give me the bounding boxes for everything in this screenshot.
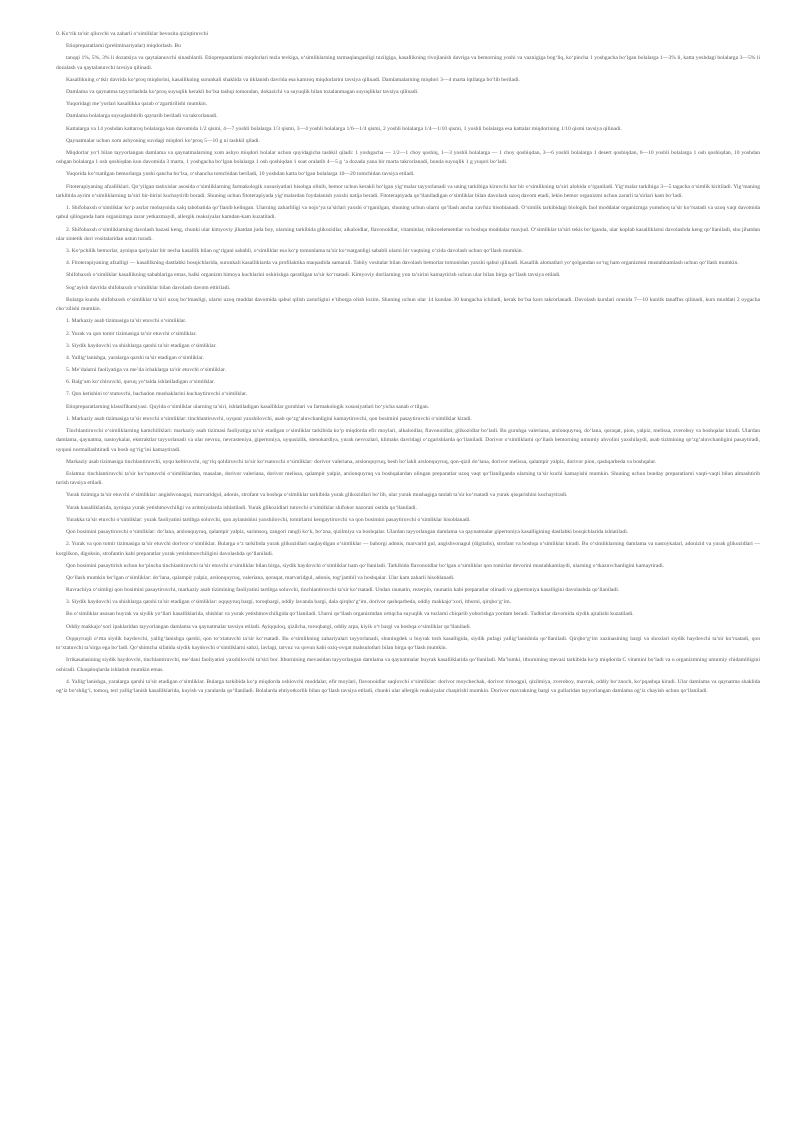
paragraph: 6. Balg‘am ko‘chiruvchi, quruq yo‘talda ishlatiladigan o‘simliklar.	[66, 379, 215, 386]
paragraph: Fitoterapiyaning afzalliklari. Qo‘yilgan tashxislar asosida o‘simliklarning farmakologik xususiyatlari hisobga olinib, bemor uchun kerakli bo‘lgan yig‘malar tayyorlanadi va uning tarkibiga kiruvchi har bir o‘simlikning ta’siri alohida o‘rganiladi. Yig‘malar tarkibiga 3—5 tagacha o‘simlik kiritiladi. Yig‘maning tarkibida ayrim o‘simliklarning ta’siri bir-birini kuchaytirib boradi. Shuning uchun fitoterapiyada yig‘malardan foydalanish yaxshi natija beradi. Fitoterapiyada qo‘llaniladigan o‘simliklar bilan davolash uzoq davom etadi, lekin bemor organizmi uchun zararli ta’sirlari kam bo‘ladi.	[56, 183, 760, 199]
paragraph: Tinchlantiruvchi o‘simliklarning kamchiliklari: markaziy asab tizimasi faoliyatiga ta’sir etadigan o‘simliklar tarkibida ko‘p miqdorda efir moylari, alkaloidlar, flavonoidlar, glikozidlar bo‘ladi. Bu guruhga valeriana, arslonquyruq, do‘lana, qoraqat, pion, yalpiz, melissa, zveroboy va boshqalar kiradi. Ulardan damlama, qaynatma, nastoykalar, ekstraktlar tayyorlanadi va ular nevroz, nevrasteniya, gipertoniya, uyqusizlik, stenokardiya, yurak nevrozlari, klimaks davridagi o‘zgarishlarda qo‘llaniladi. Dorivor o‘simliklarni qo‘llash bemorning umumiy ahvolini yaxshilaydi, asab tizimining qo‘zg‘aluvchanligini pasaytiradi, uyquni normallashtiradi va bosh og‘rig‘ini kamaytiradi.	[56, 428, 760, 453]
paragraph: Ravrachiya o‘simligi qon bosimini pasaytiruvchi, markaziy asab tizimining faoliyatini tartibga soluvchi, tinchlantiruvchi ta’sir ko‘rsatadi. Undan raunatin, rezerpin, raunatin kabi preparatlar olinadi va gipertoniya kasalligini davolashda qo‘llaniladi.	[66, 587, 620, 594]
paragraph: Qaynatmalar uchun xom ashyoning suvdagi miqdori ko‘proq 5—10 g ni tashkil qiladi.	[66, 137, 260, 144]
paragraph: 1. Shifobaxsh o‘simliklar ko‘p asrlar mobaynida xalq tabobatida qo‘llanib kelingan. Ularning zaharliligi va nojo‘ya ta’sirlari yaxshi o‘rganilgan, shuning uchun ularni qo‘llash ancha xavfsiz hisoblanadi. O‘simlik tarkibidagi biologik faol moddalar organizmga yumshoq ta’sir ko‘rsatadi va uzoq vaqt davomida qabul qilinganda ham organizmga zarar yetkazmaydi, allergik reaksiyalar kamdan-kam kuzatiladi.	[56, 205, 760, 221]
paragraph: Irrikasalasining siydik haydovchi, tinchlantiruvchi, me’dani faoliyatini yaxshilovchi ta’siri bor. Itburnining mevasidan tayyorlangan damlama va qaynatmalar buyrak kasalliklarida qo‘llaniladi. Ma’lumki, itburnining mevasi tarkibida ko‘p miqdorda C vitamini bo‘ladi va u organizmning umumiy chidamliligini oshiradi. Chaqaloqlarda ishlatish mumkin emas.	[56, 657, 760, 673]
paragraph: 4. Yallig‘lanishga, yaralarga qarshi ta’sir etadigan o‘simliklar.	[66, 354, 204, 361]
paragraph: 3. Siydik haydovchi va shishlarga qarshi ta’sir etadigan o‘simliklar: oqquyruq bargi, toroqbargi, oddiy lavanda bargi, dala qirqbo‘g‘im, dorivor qashqarbeda, oddiy makkajo‘xori, itburni, qirqbo‘g‘im.	[66, 599, 511, 606]
paragraph: Damlama va qaynatma tayyorlashda ko‘proq suyuqlik kerakli bo‘lsa tashqi tomondan, dokazichi va suyuqlik bilan tozalanmagan suyuqliklar tavsiya qilinadi.	[66, 89, 419, 96]
paragraph: 2. Yurak va qon tomir tizimasiga ta’sir etuvchi dorivor o‘simliklar. Bularga o‘z tarkibida yurak glikozidlari saqlaydigan o‘simliklar — bahorgi adonis, marvarid gul, angishvonagul (digitalis), strofant va boshqa o‘simliklar kiradi. Bu o‘simliklarning damlama va nastoykalari, adonizid va yurak glikozidlari — korglikon, digoksin, strofantin kabi preparatlar yurak yetishmovchiligini davolashda qo‘llaniladi.	[56, 541, 760, 557]
paragraph: 5. Me’dalarni faoliyatiga va me’da ichaklarga ta’sir etuvchi o‘simliklar.	[66, 367, 226, 374]
paragraph: Qo‘llash mumkin bo‘lgan o‘simliklar: do‘lana, qalampir yalpiz, arslonquyruq, valeriana, qoraqat, marvaridgul, adonis, tog‘jambil va boshqalar. Ular kam zaharli hisoblanadi.	[66, 574, 455, 581]
paragraph: 7. Qon ketishini to‘xtatuvchi, bachadon mushaklarini kuchaytiruvchi o‘simliklar.	[66, 391, 248, 398]
paragraph: 0. Ko‘rik ta’sir qiluvchi va zaharli o‘simliklar bevosita qiziqtiruvchi	[56, 31, 209, 37]
document-page	[56, 30, 760, 1110]
paragraph: 4. Yallig‘lanishga, yaralarga qarshi ta’sir etadigan o‘simliklar. Bularga tarkibida ko‘p miqdorda oshlovchi moddalar, efir moylari, flavonoidlar saqlovchi o‘simliklar: dorivor moychechak, dorivor tirnoqgul, qizilmiya, zveroboy, mavrak, oddiy bo‘znoch, ko‘pqashqa kiradi. Ular damlama va qaynatma shaklida og‘iz bo‘shlig‘i, tomoq, teri yallig‘lanish kasalliklarida, kuyish va yaralarda qo‘llaniladi. Bolalarda ehtiyotkorlik bilan qo‘llash tavsiya etiladi, chunki ular allergik reaksiyalar chaqirishi mumkin. Dorivor mavrakning bargi va gullaridan tayyorlangan damlama og‘iz chayish uchun qo‘llaniladi.	[56, 678, 760, 695]
paragraph: Bu o‘simliklar asosan buyrak va siydik yo‘llari kasalliklarida, shishlar va yurak yetishmovchiligida qo‘llaniladi. Ularni qo‘llash organizmdan ortiqcha suyuqlik va tuzlarni chiqarib yuborishga yordam beradi. Tadbirlar davomida siydik ajralishi kuzatiladi.	[66, 611, 634, 618]
paragraph: Eslatma: tinchlantiruvchi ta’sir ko‘rsatuvchi o‘simliklardan, masalan, dorivor valeriana, dorivor melissa, qalampir yalpiz, arslonquyruq va boshqalardan olingan preparatlar uzoq vaqt qo‘llanilganda ularning ta’sir kuchi kamayishi mumkin. Shuning uchun bunday preparatlarni vaqti-vaqti bilan almashtirib turish tavsiya etiladi.	[56, 471, 760, 487]
paragraph: Qon bosimini pasaytirish uchun ko‘pincha tinchlantiruvchi ta’sir etuvchi o‘simliklar bilan birga, siydik haydovchi o‘simliklar ham qo‘llaniladi. Tarkibida flavonoidlar bo‘lgan o‘simliklar qon tomirlar devorini mustahkamlaydi, ularning o‘tkazuvchanligini kamaytiradi.	[66, 562, 665, 569]
paragraph: Sog‘ayish davrida shifobaxsh o‘simliklar bilan davolash davom ettiriladi.	[66, 284, 231, 291]
paragraph: 1. Markaziy asab tizimasiga ta’sir etuvchi o‘simliklar.	[66, 318, 187, 325]
paragraph: Yurak tizimiga ta’sir etuvchi o‘simliklar: angishvonagul, marvaridgul, adonis, strofant va boshqa o‘simliklar tarkibida yurak glikozidlari bo‘lib, ular yurak mushagiga tanlab ta’sir ko‘rsatadi va yurak qisqarishini kuchaytiradi.	[66, 492, 568, 499]
paragraph: Etiopreparatlarni (preliminariyalar) miqdorlash. Bu	[66, 43, 181, 50]
paragraph: 3. Siydik haydovchi va shishlarga qarshi ta’sir etadigan o‘simliklar.	[66, 342, 217, 349]
paragraph: Kattalarga va 14 yoshdan kattaroq bolalarga kun davomida 1/2 qismi, 4—7 yoshli bolalarga 1/3 qismi, 3—4 yoshli bolalarga 1/6—1/4 qismi, 2 yoshli bolalarga 1/4—1/10 qismi, 1 yoshli bolalarga esa kattalar miqdorining 1/10 qismi tavsiya qilinadi.	[66, 125, 622, 132]
paragraph: Yurakka ta’sir etuvchi o‘simliklar: yurak faoliyatini tartibga soluvchi, qon aylanishini yaxshilovchi, tomirlarni kengaytiruvchi va qon bosimini pasaytiruvchi o‘simliklar hisoblanadi.	[66, 516, 471, 523]
paragraph: Etiopreparatlarning klassifikatsiyasi. Quyida o‘simliklar ularning ta’siri, ishlatiladigan kasalliklar guruhlari va farmakologik xususiyatlari bo‘yicha sanab o‘tilgan.	[66, 403, 430, 410]
paragraph: Yurak kasalliklarida, ayniqsa yurak yetishmovchiligi va aritmiyalarda ishlatiladi. Yurak glikozidlari tutuvchi o‘simliklar shifokor nazorati ostida qo‘llaniladi.	[66, 504, 417, 511]
paragraph: Kasallikning o‘tkir davrida ko‘proq miqdorini, kasallikning surunkali shaklida va tiklanish davrida esa kamroq miqdorlarini tavsiya qilinadi. Damlamalarning miqdori 3—4 marta iqtilatga bo‘lib beriladi.	[66, 76, 520, 83]
paragraph: Yuqorida ko‘rsatilgan bemorlarga yoshi qancha bo‘lsa, o‘shancha tomchidan beriladi, 10 yoshdan katta bo‘lgan bolalarga 10—20 tomchidan tavsiya etiladi.	[66, 171, 415, 178]
paragraph: Yuqoridagi me’yorlari kasallikka qarab o‘zgartirilishi mumkin.	[66, 101, 208, 108]
paragraph: Bularga kundu shifobaxsh o‘simliklar ta’siri uzoq bo‘lmasligi, ularni uzoq muddat davomida qabul qilish zarurligini e’tiborga olish lozim. Shuning uchun ular 14 kundan 30 kungacha ichiladi, kerak bo‘lsa kurs takrorlanadi. Davolash kurslari orasida 7—10 kunlik tanaffus qilinadi, kurs muddati 2 oygacha cho‘zilishi mumkin.	[56, 296, 760, 313]
paragraph: Qon bosimini pasaytiruvchi o‘simliklar: do‘lana, arslonquyruq, qalampir yalpiz, sarimsoq, zangori rangli ko‘k, bo‘zna, qizilmiya va boshqalar. Ulardan tayyorlangan damlama va qaynatmalar gipertoniya kasalligining dastlabki bosqichlarida ishlatiladi.	[66, 529, 629, 536]
paragraph: Damlama bolalarga suyuqlashtirib qaytarib beriladi va takrorlanadi.	[66, 113, 218, 120]
paragraph: 2. Yurak va qon tomir tizimasiga ta’sir etuvchi o‘simliklar.	[66, 330, 197, 337]
paragraph: Shifobaxsh o‘simliklar kasallikning sabablariga emas, balki organizm himoya kuchlarini oshirishga qaratilgan ta’sir ko‘rsatadi. Kimyoviy dorilarning yon ta’sirini kamaytirish uchun ular bilan birga qo‘llash tavsiya etiladi.	[66, 272, 561, 279]
paragraph: Oqquyruqli o‘rtta siydik haydovchi, yallig‘lanishga qarshi, qon to‘xtatuvchi ta’sir ko‘rsatadi. Bu o‘simlikning zahariyalari tayyorlanadi, shuningdek u buyrak tosh kasalligida, siydik pufagi yallig‘lanishida qo‘llaniladi. Qirqbo‘g‘im xazinasining bargi va shoxlari siydik haydovchi ta’sir ko‘rsatadi, qon to‘xtatuvchi ta’sirga ega bo‘ladi. Qo‘shimcha sifatida siydik haydovchi o‘simliklarni sabzi, lavlagi, tarvuz va qovun kabi oziq-ovqat mahsulotlari bilan birga qo‘llash mumkin.	[56, 635, 760, 652]
paragraph: tanqqi 1%, 5%, 3% li dozatsiya va qaytalanuvchi sinashlardi. Etiopreparatlarni miqdorlari tezla tevkiga, o‘simliklarning tarmaqlanganligi tuzilgiga, kasallikning rivojlanish davriga va bemorning yoshi va vaznigiga bog‘liq, ko‘pincha 1 yoshgacha bo‘lgan bolalarga 1—3% li, katta yoshdagi bolalarga 3—5% li dozalash va qaytalanuvchi tavsiya qilinadi.	[56, 55, 760, 71]
paragraph: Oddiy makkajo‘xori ipaklaridan tayyorlangan damlama va qaynatmalar tavsiya etiladi. Ayiqquloq, qizilcha, toroqbargi, oddiy arpa, kiyik o‘t bargi va boshqa o‘simliklar qo‘llaniladi.	[66, 623, 472, 630]
paragraph: 1. Markaziy asab tizimasiga ta’sir etuvchi o‘simliklar: tinchlantiruvchi, uyquni yaxshilovchi, asab qo‘zg‘aluvchanligini kamaytiruvchi, qon bosimini pasaytiruvchi o‘simliklar kiradi.	[66, 415, 472, 422]
paragraph: 4. Fitoterapiyaning afzalligi — kasallikning dastlabki bosqichlarida, surunkali kasalliklarda va profilaktika maqsadida samarali. Tabiiy vositalar bilan davolash bemorlar tomonidan yaxshi qabul qilinadi. Kasallik alomatlari yo‘qolgandan so‘ng ham organizmni mustahkamlash uchun qo‘llash mumkin.	[66, 260, 739, 267]
paragraph: Miqdorlar yo‘l bilan tayyorlangan damlama va qaynatmalarning xom ashyo miqdori bolalar uchun quyidagicha tashkil qiladi: 1 yoshgacha — 1/2—1 choy qoshiq, 1—3 yoshli bolalarga — 1 choy qoshiqdan, 3—6 yoshli bolalarga 1 desert qoshiqdan, 6—10 yoshli bolalarga 1 osh qoshiqdan, 10 yoshdan oshgan bolalarga 1 osh qoshiqdan kun davomida 3 marta, 1 yoshgacha bo‘lgan bolalarga 1 osh qoshiqdan 1 soat oralatib 4—5 g ‘a dozada yana bir marta takrorlanadi, bunda suyuqlik 1 g yuqori bo‘ladi.	[56, 149, 760, 166]
paragraph: 2. Shifobaxsh o‘simliklarning davolash bazasi keng, chunki ular kimyoviy jihatdan juda boy, ularning tarkibida glikozidlar, alkaloidlar, flavonoidlar, vitaminlar, mikroelementlar va boshqa moddalar mavjud. O‘simliklar ta’siri tekis bo‘lganda, ular koplab kasalliklarni davolashda keng qo‘llaniladi, shu jihatdan ular sintetik dori vositalaridan ustun turadi.	[56, 226, 760, 242]
paragraph: 3. Ko‘pchilik bemorlar, ayniqsa qariyalar bir necha kasallik bilan og‘rigani sababli, o‘simliklar esa ko‘p tomonlama ta’sir ko‘rsatganligi sababli ularni bir vaqtning o‘zida davolash uchun qo‘llash mumkin.	[66, 248, 523, 255]
paragraph: Markaziy asab tizimasiga tinchlantiruvchi, uyqu keltiruvchi, og‘riq qoldiruvchi ta’sir ko‘rsatuvchi o‘simliklar: dorivor valeriana, arslonquyruq, besh bo‘lakli arslonquyruq, qon-qizil do‘lana, dorivor melissa, qalampir yalpiz, dorivor pion, qashqarbeda va boshqalar.	[66, 458, 657, 465]
